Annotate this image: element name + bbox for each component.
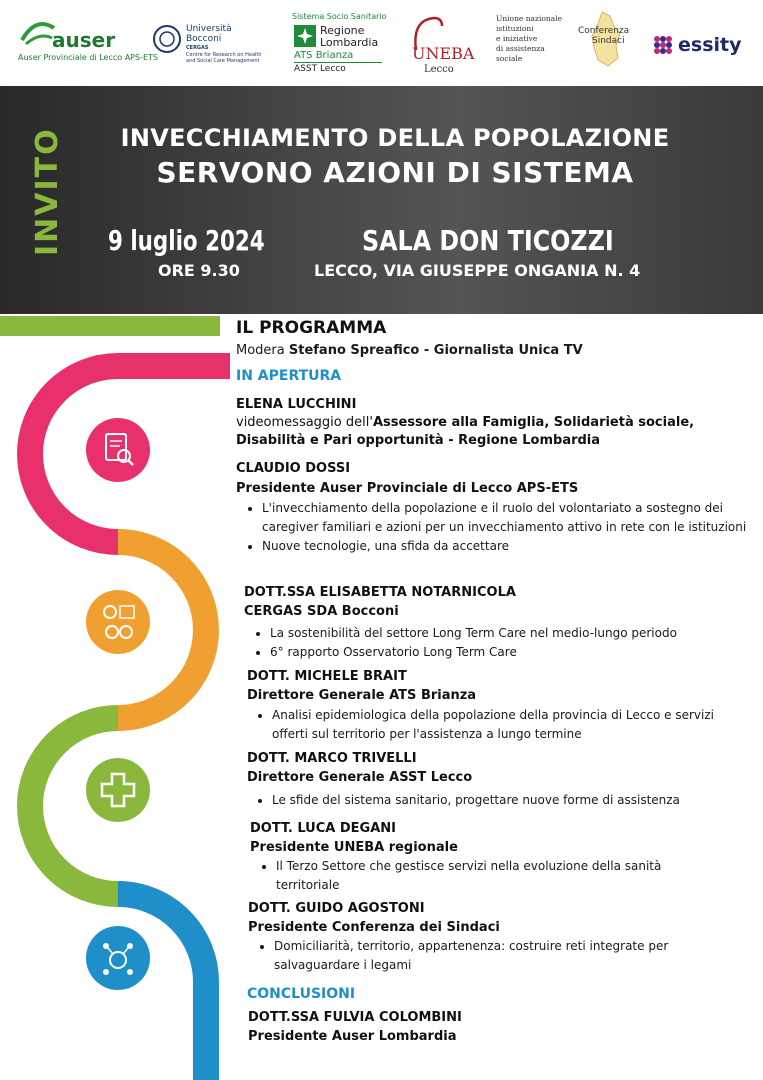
- event-address: LECCO, VIA GIUSEPPE ONGANIA N. 4: [314, 261, 641, 280]
- list-item: • Le sfide del sistema sanitario, progettare nuove forme di assistenza: [272, 791, 746, 810]
- essity-dots-icon: [652, 34, 674, 56]
- speaker-role: Presidente Conferenza dei Sindaci: [248, 920, 500, 935]
- bullet-list: [242, 499, 748, 556]
- bullet-list: [256, 857, 716, 895]
- speaker-role: CERGAS SDA Bocconi: [244, 604, 399, 619]
- speaker-role-prefix: videomessaggio dell': [236, 415, 373, 430]
- opening-heading: IN APERTURA: [236, 368, 342, 384]
- moderator-name: Stefano Spreafico - Giornalista Unica TV: [288, 343, 583, 358]
- speaker-name: DOTT.SSA ELISABETTA NOTARNICOLA: [244, 585, 516, 600]
- logo-bar: [0, 0, 763, 86]
- list-item: • Analisi epidemiologica della popolazione della provincia di Lecco e servizi offerti sul territorio per l'assistenza a lungo termine: [272, 706, 746, 744]
- uneba-city: Lecco: [424, 64, 454, 75]
- speaker-name: DOTT. MICHELE BRAIT: [247, 669, 407, 684]
- speaker-role: [236, 414, 746, 450]
- essity-logo-text: essity: [678, 34, 742, 56]
- green-bar: [0, 316, 220, 336]
- bocconi-text-2: Bocconi: [186, 34, 222, 44]
- uneba-desc-3: e iniziative: [496, 34, 538, 43]
- uneba-logo-text: UNEBA: [412, 44, 475, 63]
- auser-logo-sub: Auser Provinciale di Lecco APS-ETS: [18, 53, 158, 62]
- moderator-prefix: Modera: [236, 343, 289, 358]
- speaker-role: Direttore Generale ATS Brianza: [247, 688, 477, 703]
- speaker-role: Direttore Generale ASST Lecco: [247, 770, 473, 785]
- uneba-desc-4: di assistenza: [496, 44, 545, 53]
- speaker-name: DOTT. LUCA DEGANI: [250, 821, 396, 836]
- bullet-list: [252, 706, 746, 744]
- event-date: 9 luglio 2024: [108, 224, 265, 257]
- uneba-desc-2: istituzioni: [496, 24, 534, 33]
- speaker-role-1: Assessore alla Famiglia, Solidarietà sociale,: [372, 415, 695, 430]
- moderator-line: [236, 343, 583, 358]
- speaker-role: Presidente UNEBA regionale: [250, 840, 458, 855]
- ats-sub-1: ATS Brianza: [294, 50, 354, 61]
- bocconi-text-3: CERGAS: [186, 45, 209, 51]
- speaker-name: ELENA LUCCHINI: [236, 397, 357, 412]
- analytics-gears-icon: [86, 590, 150, 654]
- event-time: ORE 9.30: [158, 261, 240, 280]
- speaker-role-2: Disabilità e Pari opportunità - Regione Lombardia: [236, 433, 601, 448]
- network-people-icon: [86, 926, 150, 990]
- ats-divider: [294, 62, 382, 63]
- document-search-icon: [86, 418, 150, 482]
- medical-cross-icon: [86, 758, 150, 822]
- invito-label: INVITO: [30, 127, 65, 256]
- hero-banner: [0, 86, 763, 314]
- list-item: • Domiciliarità, territorio, appartenenza: costruire reti integrate per salvaguardare i legami: [274, 937, 724, 975]
- lombardia-rose-icon: [294, 25, 316, 47]
- uneba-desc-1: Unione nazionale: [496, 14, 563, 23]
- event-venue: SALA DON TICOZZI: [362, 224, 614, 257]
- bullet-list: [254, 937, 724, 975]
- bocconi-text-5: and Social Care Management: [186, 58, 260, 64]
- ats-sub-2: ASST Lecco: [294, 64, 346, 74]
- conferenza-text-2: Sindaci: [592, 36, 625, 46]
- uneba-desc-5: sociale: [496, 54, 523, 63]
- list-item: • Il Terzo Settore che gestisce servizi nella evoluzione della sanità territoriale: [276, 857, 716, 895]
- hero-title-1: INVECCHIAMENTO DELLA POPOLAZIONE: [120, 124, 670, 152]
- list-item: • Nuove tecnologie, una sfida da accettare: [262, 537, 748, 556]
- speaker-name: DOTT. GUIDO AGOSTONI: [248, 901, 425, 916]
- speaker-name: CLAUDIO DOSSI: [236, 461, 351, 476]
- conferenza-text-1: Conferenza: [578, 26, 630, 36]
- speaker-name: DOTT.SSA FULVIA COLOMBINI: [248, 1010, 462, 1025]
- list-item: • 6° rapporto Osservatorio Long Term Care: [270, 643, 750, 662]
- bocconi-text-4: Centre for Research on Health: [186, 52, 262, 58]
- ats-top-text: Sistema Socio Sanitario: [292, 12, 387, 21]
- hero-title-2: SERVONO AZIONI DI SISTEMA: [156, 156, 634, 189]
- program-heading: IL PROGRAMMA: [236, 318, 387, 338]
- speaker-name: DOTT. MARCO TRIVELLI: [247, 751, 417, 766]
- bocconi-text-1: Università: [186, 24, 232, 34]
- auser-logo-text: auser: [52, 28, 116, 52]
- bullet-list: [252, 791, 746, 810]
- list-item: • La sostenibilità del settore Long Term Care nel medio-lungo periodo: [270, 624, 750, 643]
- ats-name-1: Regione: [320, 24, 365, 37]
- bullet-list: [250, 624, 750, 662]
- list-item: • L'invecchiamento della popolazione e il ruolo del volontariato a sostegno dei caregiver familiari e azioni per un invecchiamento attivo in rete con le istituzioni: [262, 499, 748, 537]
- bocconi-seal-icon: [152, 24, 182, 54]
- closing-heading: CONCLUSIONI: [247, 986, 356, 1002]
- ats-name-2: Lombardia: [320, 36, 379, 49]
- speaker-role: Presidente Auser Lombardia: [248, 1029, 457, 1044]
- speaker-role: Presidente Auser Provinciale di Lecco APS-ETS: [236, 481, 579, 496]
